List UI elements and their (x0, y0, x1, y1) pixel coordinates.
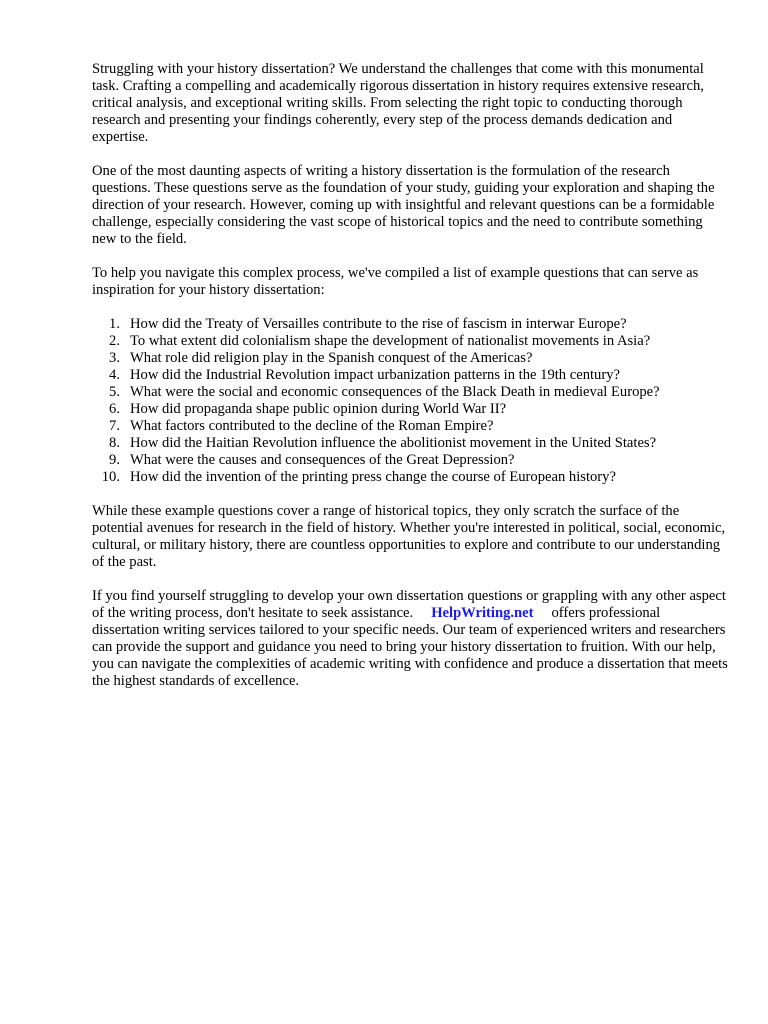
list-number: 10. (101, 469, 120, 485)
list-item-text: What were the social and economic consequences of the Black Death in medieval Europe? (130, 384, 660, 400)
list-item (92, 452, 728, 469)
list-item (92, 350, 728, 367)
list-item (92, 333, 728, 350)
list-number: 7. (109, 418, 120, 434)
list-item-text: How did the invention of the printing press change the course of European history? (130, 469, 616, 485)
assistance-text-after: offers professional dissertation writing services tailored to your specific needs. Our team of experienced writers and researchers can provide the support and guidance you need to bring your history dissertation to fruition. With our help, you can navigate the complexities of academic writing with confidence and produce a dissertation that meets the highest standards of excellence. (92, 605, 728, 689)
list-number: 5. (109, 384, 120, 400)
list-number: 4. (109, 367, 120, 383)
list-item-text: What factors contributed to the decline of the Roman Empire? (130, 418, 494, 434)
list-number: 1. (109, 316, 120, 332)
list-item-text: How did the Haitian Revolution influence the abolitionist movement in the United States? (130, 435, 657, 451)
list-number: 8. (109, 435, 120, 451)
list-item (92, 469, 728, 486)
intro-paragraph: Struggling with your history dissertation? We understand the challenges that come with this monumental task. Crafting a compelling and academically rigorous dissertation in history requires extensive research, critical analysis, and exceptional writing skills. From selecting the right topic to conducting thorough research and presenting your findings coherently, every step of the process demands dedication and expertise. (92, 61, 704, 145)
list-item (92, 367, 728, 384)
list-item (92, 384, 728, 401)
list-number: 9. (109, 452, 120, 468)
list-item (92, 418, 728, 435)
scope-paragraph: While these example questions cover a range of historical topics, they only scratch the surface of the potential avenues for research in the field of history. Whether you're interested in political, social, economic, cultural, or military history, there are countless opportunities to explore and contribute to our understanding of the past. (92, 503, 726, 570)
list-item-text: How did the Industrial Revolution impact urbanization patterns in the 19th century? (130, 367, 620, 383)
list-item-text: What role did religion play in the Spanish conquest of the Americas? (130, 350, 533, 366)
list-item-text: What were the causes and consequences of the Great Depression? (130, 452, 515, 468)
list-item (92, 401, 728, 418)
list-number: 2. (109, 333, 120, 349)
list-item (92, 316, 728, 333)
example-questions-list (92, 316, 728, 486)
list-item-text: How did propaganda shape public opinion during World War II? (130, 401, 507, 417)
research-questions-paragraph: One of the most daunting aspects of writing a history dissertation is the formulation of the research questions. These questions serve as the foundation of your study, guiding your exploration and shaping the direction of your research. However, coming up with insightful and relevant questions can be a formidable challenge, especially considering the vast scope of historical topics and the need to contribute something new to the field. (92, 163, 715, 247)
assistance-paragraph (92, 588, 728, 690)
list-intro-paragraph: To help you navigate this complex process, we've compiled a list of example questions that can serve as inspiration for your history dissertation: (92, 265, 699, 298)
document-page (92, 61, 728, 707)
list-number: 6. (109, 401, 120, 417)
list-number: 3. (109, 350, 120, 366)
list-item (92, 435, 728, 452)
list-item-text: To what extent did colonialism shape the development of nationalist movements in Asia? (130, 333, 651, 349)
assistance-text-before: If you find yourself struggling to develop your own dissertation questions or grappling with any other aspect of the writing process, don't hesitate to seek assistance. (92, 588, 726, 621)
helpwriting-link[interactable]: HelpWriting.net (431, 605, 534, 621)
list-item-text: How did the Treaty of Versailles contribute to the rise of fascism in interwar Europe? (130, 316, 627, 332)
